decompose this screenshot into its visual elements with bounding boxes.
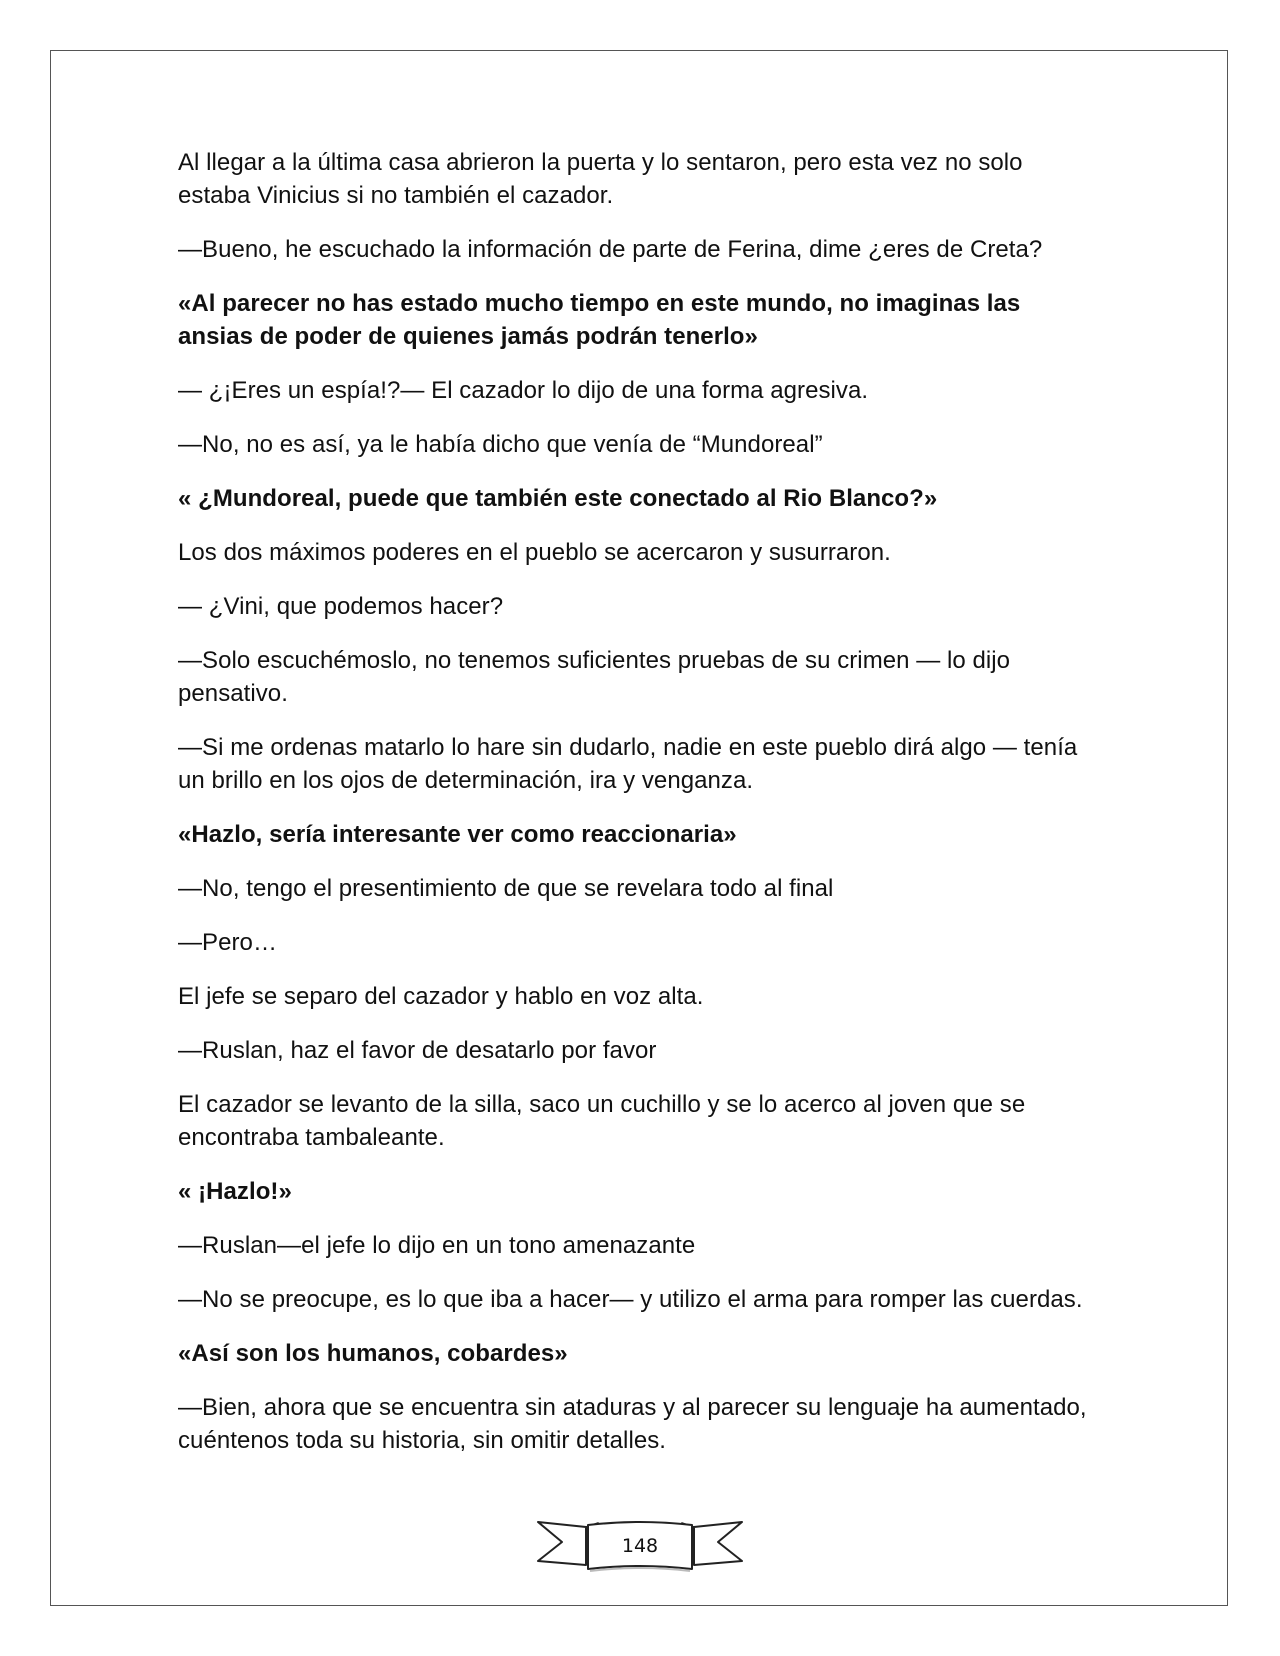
text-paragraph: — ¿¡Eres un espía!?— El cazador lo dijo de una forma agresiva. — [178, 377, 869, 404]
inner-voice-paragraph: « ¡Hazlo!» — [178, 1178, 292, 1205]
text-paragraph: El jefe se separo del cazador y hablo en voz alta. — [178, 983, 704, 1010]
text-paragraph: —Bueno, he escuchado la información de parte de Ferina, dime ¿eres de Creta? — [178, 236, 1043, 263]
text-paragraph: —Si me ordenas matarlo lo hare sin dudarlo, nadie en este pueblo dirá algo — tenía un brillo en los ojos de determinación, ira y venganza. — [178, 734, 1078, 794]
inner-voice-paragraph: « ¿Mundoreal, puede que también este conectado al Rio Blanco?» — [178, 485, 938, 512]
inner-voice-paragraph: «Al parecer no has estado mucho tiempo en este mundo, no imaginas las ansias de poder de quienes jamás podrán tenerlo» — [178, 290, 1021, 350]
text-paragraph: —Ruslan, haz el favor de desatarlo por favor — [178, 1037, 657, 1064]
text-paragraph: Los dos máximos poderes en el pueblo se acercaron y susurraron. — [178, 539, 891, 566]
inner-voice-paragraph: «Así son los humanos, cobardes» — [178, 1340, 568, 1367]
text-paragraph: Al llegar a la última casa abrieron la puerta y lo sentaron, pero esta vez no solo estaba Vinicius si no también el cazador. — [178, 149, 1023, 209]
text-paragraph: — ¿Vini, que podemos hacer? — [178, 593, 504, 620]
text-paragraph: —Bien, ahora que se encuentra sin ataduras y al parecer su lenguaje ha aumentado, cuéntenos toda su historia, sin omitir detalles. — [178, 1394, 1087, 1454]
text-paragraph: —Pero… — [178, 929, 277, 956]
text-paragraph: El cazador se levanto de la silla, saco un cuchillo y se lo acerco al joven que se encontraba tambaleante. — [178, 1091, 1026, 1151]
text-paragraph: —No se preocupe, es lo que iba a hacer— y utilizo el arma para romper las cuerdas. — [178, 1286, 1083, 1313]
text-paragraph: —Ruslan—el jefe lo dijo en un tono amenazante — [178, 1232, 696, 1259]
text-paragraph: —No, tengo el presentimiento de que se revelara todo al final — [178, 875, 834, 902]
text-paragraph: —Solo escuchémoslo, no tenemos suficientes pruebas de su crimen — lo dijo pensativo. — [178, 647, 1011, 707]
page-number: 148 — [621, 1535, 659, 1557]
inner-voice-paragraph: «Hazlo, sería interesante ver como reaccionaria» — [178, 821, 737, 848]
page-number-ribbon — [530, 1517, 750, 1597]
text-paragraph: —No, no es así, ya le había dicho que venía de “Mundoreal” — [178, 431, 823, 458]
body-text — [178, 146, 1098, 1478]
